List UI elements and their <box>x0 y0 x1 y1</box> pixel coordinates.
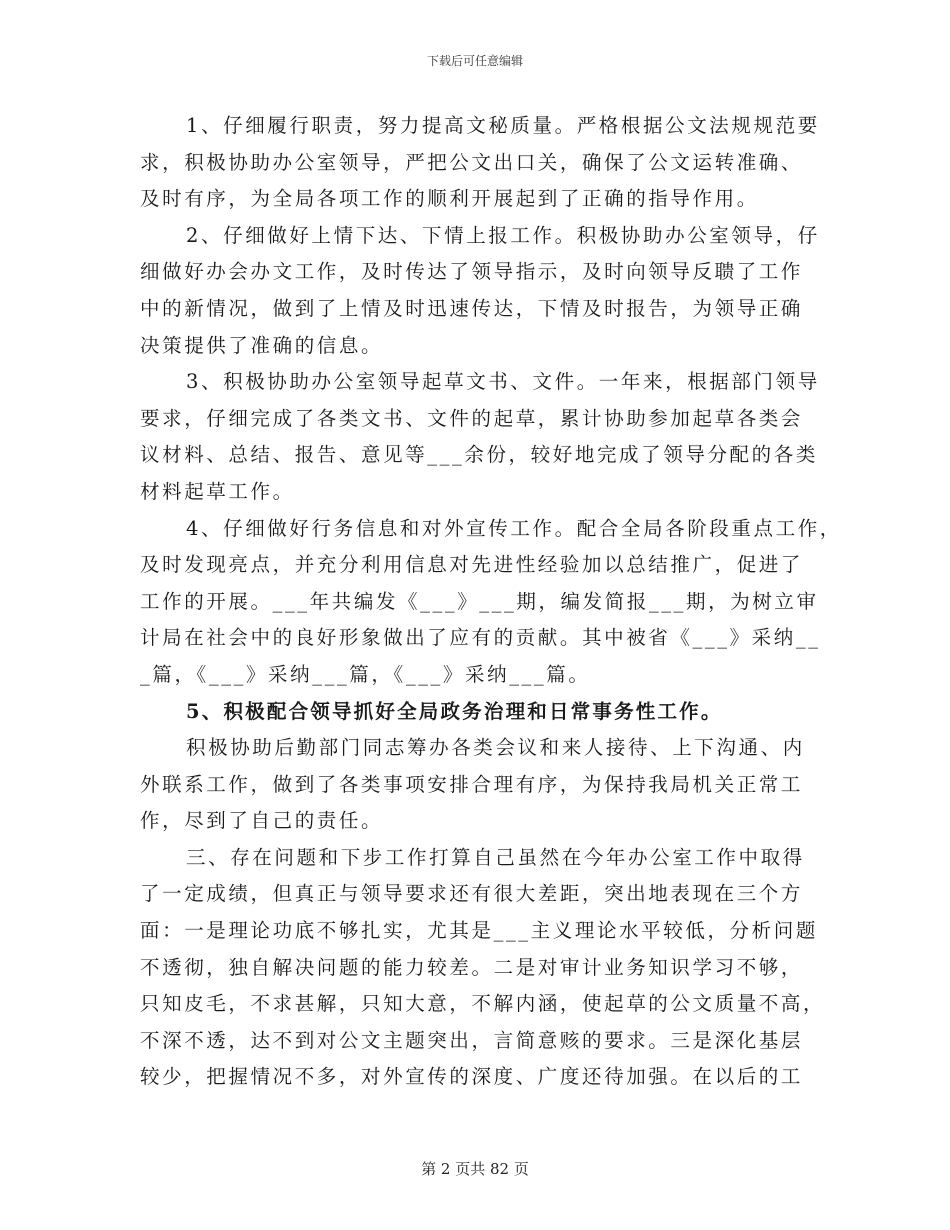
text-line: 2、仔细做好上情下达、下情上报工作。积极协助办公室领导，仔 <box>186 223 820 247</box>
text-line: 工作的开展。___年共编发《___》___期，编发简报___期，为树立审 <box>140 589 819 613</box>
text-line: 只知皮毛，不求甚解，只知大意，不解内涵，使起草的公文质量不高， <box>140 992 826 1016</box>
text-line: 较少，把握情况不多，对外宣传的深度、广度还待加强。在以后的工 <box>140 1065 804 1089</box>
text-line: 议材料、总结、报告、意见等___余份，较好地完成了领导分配的各类 <box>140 443 818 467</box>
page-footer: 第 2 页共 82 页 <box>421 1160 529 1178</box>
page-header: 下载后可任意编辑 <box>426 54 523 68</box>
text-line: 外联系工作，做到了各类事项安排合理有序，为保持我局机关正常工 <box>140 772 804 796</box>
document-body <box>140 108 842 1096</box>
text-line: 3、积极协助办公室领导起草文书、文件。一年来，根据部门领导 <box>186 370 820 394</box>
text-line: 求，积极协助办公室领导，严把公文出口关，确保了公文运转准确、 <box>140 150 804 174</box>
text-line: 决策提供了准确的信息。 <box>140 333 384 357</box>
text-line: 材料起草工作。 <box>140 479 295 503</box>
text-line: 4、仔细做好行务信息和对外宣传工作。配合全局各阶段重点工作， <box>186 516 842 540</box>
text-line: 1、仔细履行职责，努力提高文秘质量。严格根据公文法规规范要 <box>186 114 820 137</box>
text-line: 三、存在问题和下步工作打算自己虽然在今年办公室工作中取得 <box>186 845 805 869</box>
section-heading-line: 5、积极配合领导抓好全局政务治理和日常事务性工作。 <box>186 699 723 723</box>
text-line: _篇，《___》采纳___篇，《___》采纳___篇。 <box>140 662 591 686</box>
text-line: 及时发现亮点，并充分利用信息对先进性经验加以总结推广，促进了 <box>140 553 804 577</box>
text-line: 中的新情况，做到了上情及时迅速传达，下情及时报告，为领导正确 <box>140 296 804 320</box>
text-line: 不透彻，独自解决问题的能力较差。二是对审计业务知识学习不够， <box>140 955 804 979</box>
text-line: 细做好办会办文工作，及时传达了领导指示，及时向领导反聩了工作 <box>140 260 804 284</box>
text-line: 积极协助后勤部门同志筹办各类会议和来人接待、上下沟通、内 <box>186 736 805 760</box>
text-line: 作，尽到了自己的责任。 <box>140 809 384 833</box>
text-line: 面：一是理论功底不够扎实，尤其是___主义理论水平较低，分析问题 <box>140 919 818 943</box>
text-line: 要求，仔细完成了各类文书、文件的起草，累计协助参加起草各类会 <box>140 406 804 430</box>
text-line: 不深不透，达不到对公文主题突出，言简意赅的要求。三是深化基层 <box>140 1028 804 1052</box>
text-line: 及时有序，为全局各项工作的顺利开展起到了正确的指导作用。 <box>140 187 759 211</box>
text-line: 了一定成绩，但真正与领导要求还有很大差距，突出地表现在三个方 <box>140 882 804 906</box>
text-line: 计局在社会中的良好形象做出了应有的贡献。其中被省《___》采纳__ <box>140 626 821 650</box>
